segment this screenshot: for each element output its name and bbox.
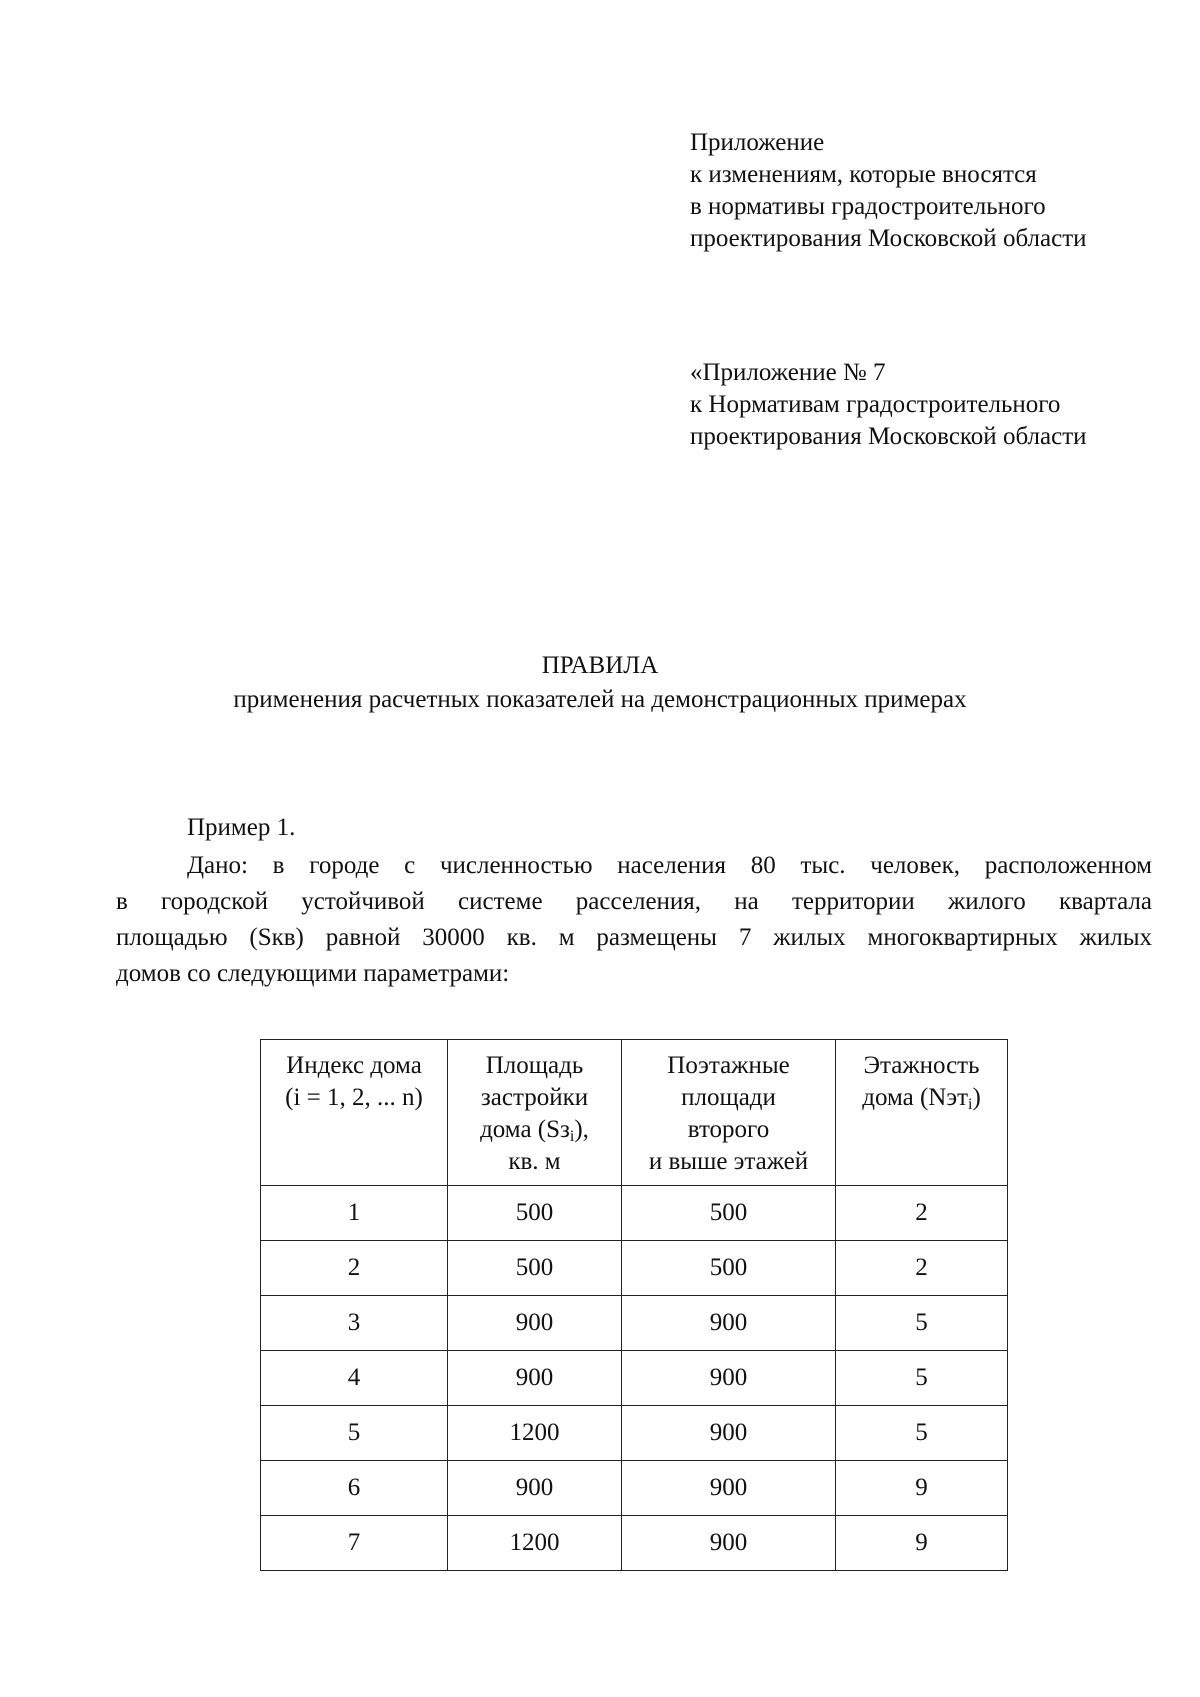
- appendix-line: проектирования Московской области: [690, 225, 1087, 252]
- annex-header: [690, 357, 1087, 453]
- rules-title: ПРАВИЛА: [541, 652, 659, 679]
- cell-index: 7: [261, 1516, 448, 1571]
- cell-index: 2: [261, 1241, 448, 1296]
- annex-line: к Нормативам градостроительного: [690, 391, 1061, 418]
- header-floors: Этажность дома (Nэт$_i$): [836, 1040, 1008, 1186]
- cell-floors: 5: [836, 1296, 1008, 1351]
- table-header-row: [261, 1040, 1008, 1186]
- cell-building-area: 500: [448, 1186, 622, 1241]
- cell-floor-areas: 500: [622, 1241, 836, 1296]
- rules-subtitle: применения расчетных показателей на демонстрационных примерах: [233, 686, 967, 713]
- cell-building-area: 1200: [448, 1516, 622, 1571]
- cell-floor-areas: 900: [622, 1406, 836, 1461]
- cell-building-area: 1200: [448, 1406, 622, 1461]
- paragraph-line: Дано: в городе с численностью населения 80 тыс. человек, расположенном: [187, 852, 1152, 879]
- table-row: [261, 1351, 1008, 1406]
- appendix-line: к изменениям, которые вносятся: [690, 161, 1037, 188]
- paragraph-line: площадью (Sкв) равной 30000 кв. м размещены 7 жилых многоквартирных жилых: [116, 924, 1152, 951]
- cell-floor-areas: 900: [622, 1461, 836, 1516]
- header-house-index: Индекс дома (i = 1, 2, ... n): [261, 1040, 448, 1186]
- cell-floors: 9: [836, 1461, 1008, 1516]
- cell-floors: 9: [836, 1516, 1008, 1571]
- given-paragraph: [116, 848, 1152, 992]
- cell-building-area: 900: [448, 1351, 622, 1406]
- cell-index: 3: [261, 1296, 448, 1351]
- appendix-line: Приложение: [690, 129, 825, 156]
- cell-floors: 2: [836, 1241, 1008, 1296]
- table-row: [261, 1516, 1008, 1571]
- cell-floors: 5: [836, 1351, 1008, 1406]
- cell-building-area: 500: [448, 1241, 622, 1296]
- table-row: [261, 1296, 1008, 1351]
- cell-floor-areas: 900: [622, 1516, 836, 1571]
- paragraph-line: домов со следующими параметрами:: [116, 960, 510, 987]
- cell-index: 5: [261, 1406, 448, 1461]
- cell-floors: 2: [836, 1186, 1008, 1241]
- cell-floor-areas: 900: [622, 1296, 836, 1351]
- example-heading: Пример 1.: [187, 814, 296, 841]
- table-row: [261, 1186, 1008, 1241]
- annex-line: проектирования Московской области: [690, 423, 1087, 450]
- houses-table: [260, 1039, 1008, 1571]
- cell-floors: 5: [836, 1406, 1008, 1461]
- annex-line: «Приложение № 7: [690, 359, 886, 386]
- table-row: [261, 1241, 1008, 1296]
- header-building-area: Площадь застройки дома $(Sз_i)$, кв. м: [448, 1040, 622, 1186]
- cell-index: 1: [261, 1186, 448, 1241]
- cell-floor-areas: 900: [622, 1351, 836, 1406]
- cell-floor-areas: 500: [622, 1186, 836, 1241]
- paragraph-line: в городской устойчивой системе расселения, на территории жилого квартала: [116, 888, 1152, 915]
- appendix-header: [690, 127, 1087, 255]
- table-row: [261, 1406, 1008, 1461]
- appendix-line: в нормативы градостроительного: [690, 193, 1046, 220]
- cell-building-area: 900: [448, 1296, 622, 1351]
- table-row: [261, 1461, 1008, 1516]
- cell-building-area: 900: [448, 1461, 622, 1516]
- cell-index: 6: [261, 1461, 448, 1516]
- cell-index: 4: [261, 1351, 448, 1406]
- header-floor-areas: Поэтажные площади второго и выше этажей: [622, 1040, 836, 1186]
